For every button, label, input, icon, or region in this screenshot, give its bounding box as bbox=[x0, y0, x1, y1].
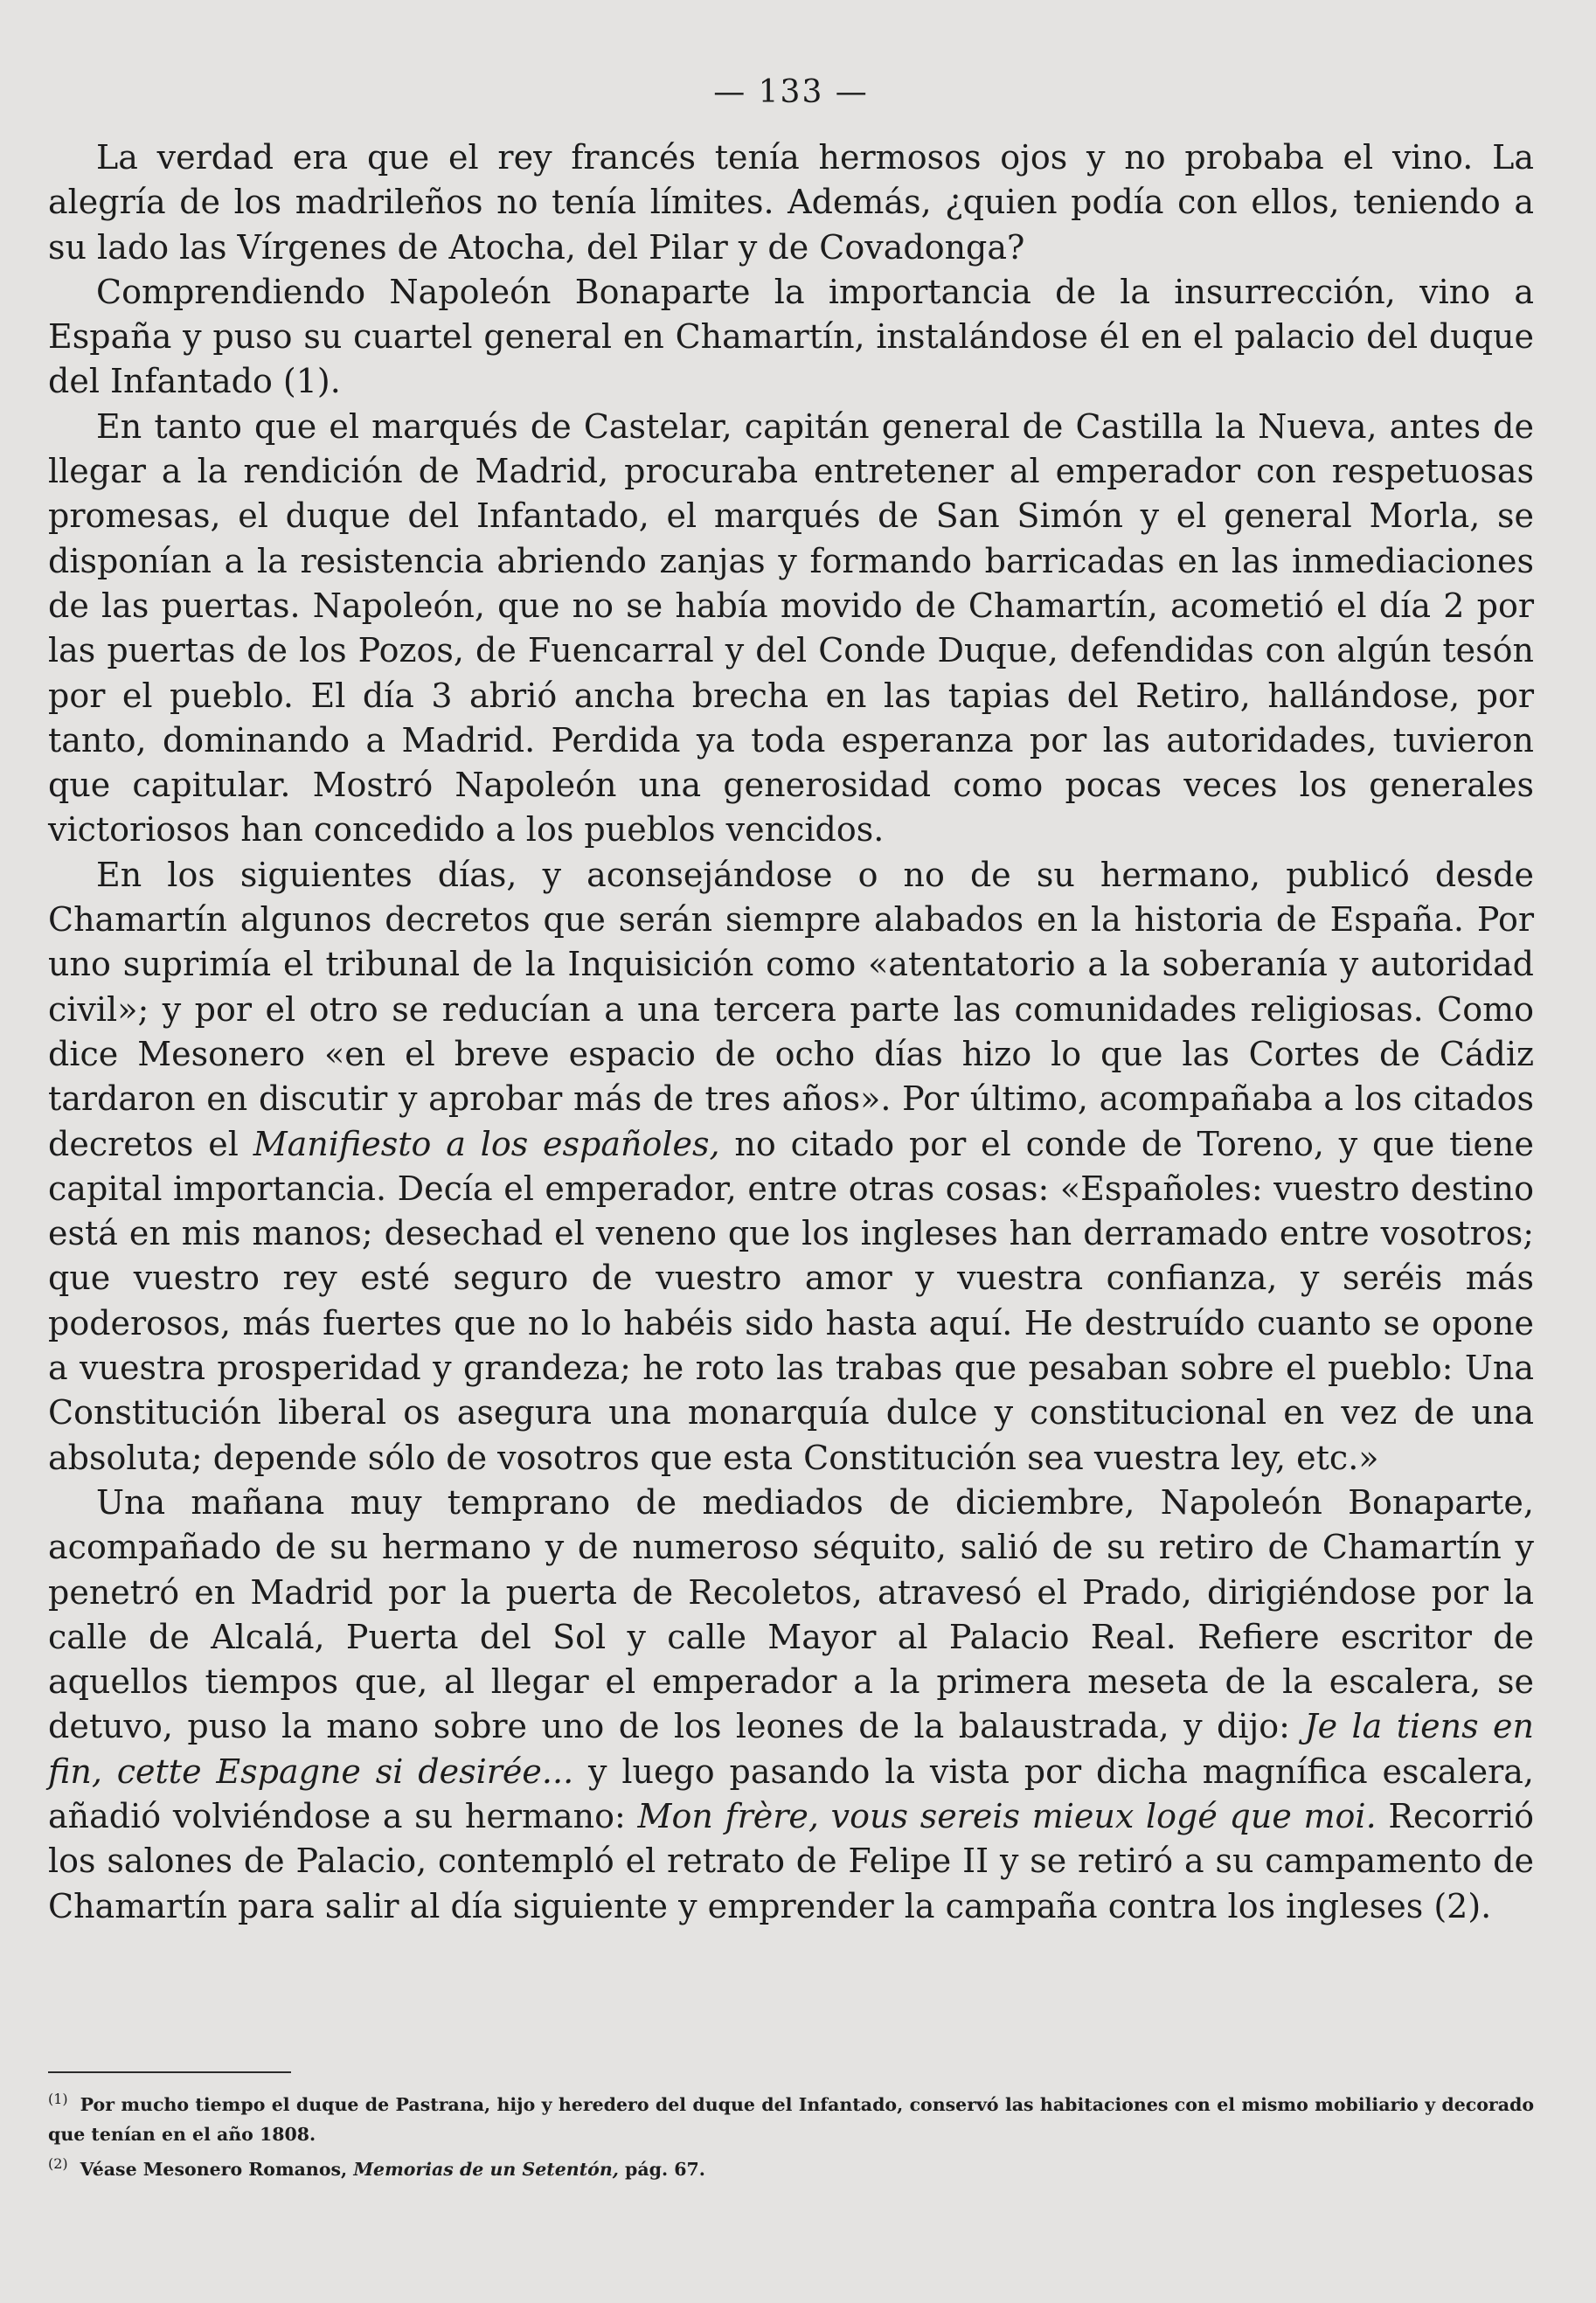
paragraph bbox=[48, 405, 1534, 853]
footnote bbox=[48, 2084, 1534, 2149]
book-page bbox=[48, 0, 1534, 2303]
paragraph bbox=[48, 270, 1534, 405]
footnote-divider bbox=[48, 2071, 291, 2073]
paragraph-text: y luego pasando la vista por dicha magnífica escalera, añadió volviéndose a su hermano: bbox=[48, 1752, 1534, 1835]
footnotes bbox=[48, 2084, 1534, 2184]
footnote-text: Por mucho tiempo el duque de Pastrana, hijo y heredero del duque del Infantado, conservó las habitaciones con el mismo mobiliario y decorado que tenían en el año 1808. bbox=[48, 2093, 1534, 2145]
body-text bbox=[48, 135, 1534, 1929]
paragraph bbox=[48, 1481, 1534, 1929]
italic-title: Manifiesto a los españoles, bbox=[253, 1124, 720, 1163]
paragraph bbox=[48, 853, 1534, 1481]
paragraph-text: Recorrió los salones de Palacio, contempló el retrato de Felipe II y se retiró a su campamento de Chamartín para salir al día siguiente y emprender la campaña contra los ingleses (2). bbox=[48, 1796, 1534, 1925]
footnote-text: pág. 67. bbox=[618, 2158, 705, 2180]
paragraph-text: Comprendiendo Napoleón Bonaparte la importancia de la insurrección, vino a España y puso su cuartel general en Chamartín, instalándose él en el palacio del duque del Infantado (1). bbox=[48, 272, 1534, 401]
italic-quote: Je la tiens en fin, cette Espagne si desirée... bbox=[48, 1707, 1534, 1791]
footnote-marker: (2) bbox=[48, 2154, 68, 2172]
paragraph-text: La verdad era que el rey francés tenía hermosos ojos y no probaba el vino. La alegría de los madrileños no tenía límites. Además, ¿quien podía con ellos, teniendo a su lado las Vírgenes de Atocha, del Pilar y de Covadonga? bbox=[48, 138, 1534, 267]
paragraph-text: Una mañana muy temprano de mediados de diciembre, Napoleón Bonaparte, acompañado de su hermano y de numeroso séquito, salió de su retiro de Chamartín y penetró en Madrid por la puerta de Recoletos, atravesó el Prado, dirigiéndose por la calle de Alcalá, Puerta del Sol y calle Mayor al Palacio Real. Refiere escritor de aquellos tiempos que, al llegar el emperador a la primera meseta de la escalera, se detuvo, puso la mano sobre uno de los leones de la balaustrada, y dijo: bbox=[48, 1482, 1534, 1746]
paragraph-text: En tanto que el marqués de Castelar, capitán general de Castilla la Nueva, antes de llegar a la rendición de Madrid, procuraba entretener al emperador con respetuosas promesas, el duque del Infantado, el marqués de San Simón y el general Morla, se disponían a la resistencia abriendo zanjas y formando barricadas en las inmediaciones de las puertas. Napoleón, que no se había movido de Chamartín, acometió el día 2 por las puertas de los Pozos, de Fuencarral y del Conde Duque, defendidas con algún tesón por el pueblo. El día 3 abrió ancha brecha en las tapias del Retiro, hallándose, por tanto, dominando a Madrid. Perdida ya toda esperanza por las autoridades, tuvieron que capitular. Mostró Napoleón una generosidad como pocas veces los generales victoriosos han concedido a los pueblos vencidos. bbox=[48, 406, 1534, 850]
paragraph bbox=[48, 135, 1534, 270]
footnote-text: Véase Mesonero Romanos, bbox=[80, 2158, 354, 2180]
paragraph-text: no citado por el conde de Toreno, y que tiene capital importancia. Decía el emperador, entre otras cosas: «Españoles: vuestro destino está en mis manos; desechad el veneno que los ingleses han derramado entre vosotros; que vuestro rey esté seguro de vuestro amor y vuestra confianza, y seréis más poderosos, más fuertes que no lo habéis sido hasta aquí. He destruído cuanto se opone a vuestra prosperidad y grandeza; he roto las trabas que pesaban sobre el pueblo: Una Constitución liberal os asegura una monarquía dulce y constitucional en vez de una absoluta; depende sólo de vosotros que esta Constitución sea vuestra ley, etc.» bbox=[48, 1124, 1535, 1477]
footnote bbox=[48, 2149, 1534, 2184]
page-number: — 133 — bbox=[713, 74, 869, 110]
paragraph-text: En los siguientes días, y aconsejándose o no de su hermano, publicó desde Chamartín algunos decretos que serán siempre alabados en la historia de España. Por uno suprimía el tribunal de la Inquisición como «atentatorio a la soberanía y autoridad civil»; y por el otro se reducían a una tercera parte las comunidades religiosas. Como dice Mesonero «en el breve espacio de ocho días hizo lo que las Cortes de Cádiz tardaron en discutir y aprobar más de tres años». Por último, acompañaba a los citados decretos el bbox=[48, 855, 1534, 1163]
footnote-marker: (1) bbox=[48, 2091, 68, 2107]
italic-quote: Mon frère, vous sereis mieux logé que moi. bbox=[637, 1796, 1377, 1835]
footnote-italic-title: Memorias de un Setentón, bbox=[353, 2158, 619, 2180]
